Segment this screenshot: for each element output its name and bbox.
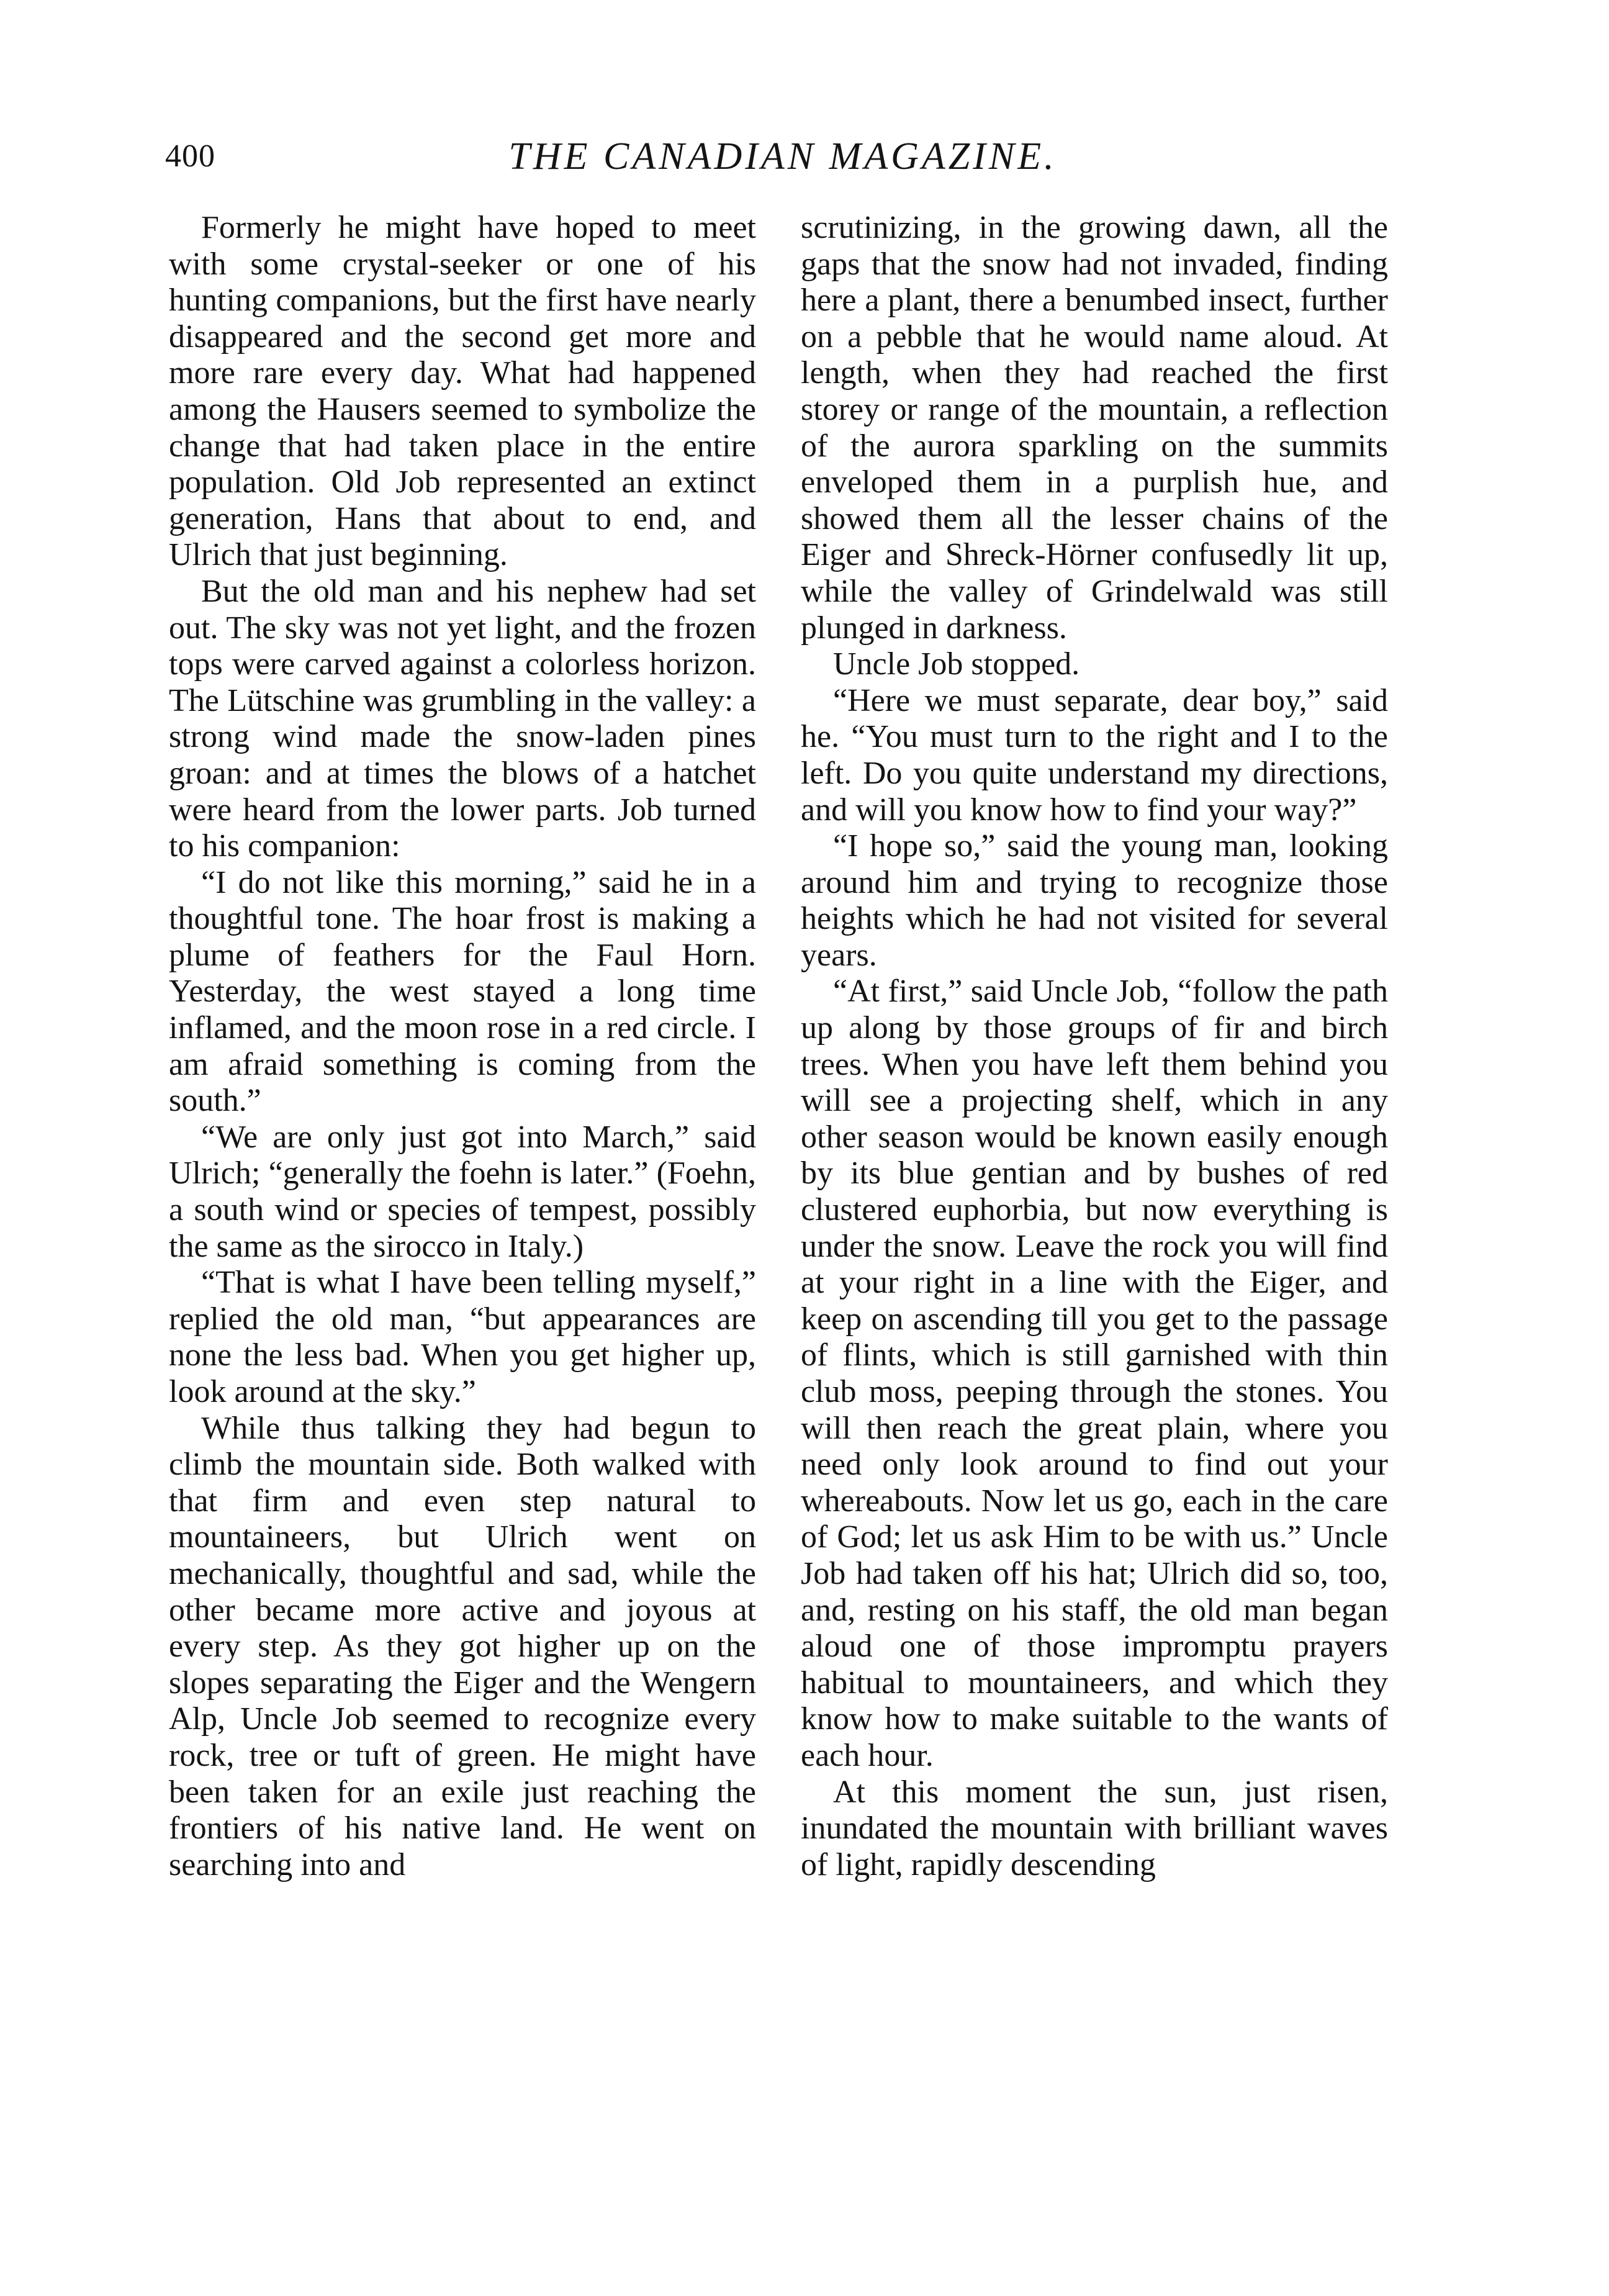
running-head — [165, 132, 1400, 181]
paragraph: “I do not like this morning,” said he in a thoughtful tone. The hoar frost is making a plume of feathers for the Faul Horn. Yesterday, the west stayed a long time inflamed, and the moon rose in a red circle. I am afraid something is coming from the south.” — [169, 864, 756, 1119]
paragraph: “Here we must separate, dear boy,” said he. “You must turn to the right and I to the left. Do you quite understand my directions, and will you know how to find your way?” — [801, 682, 1388, 828]
right-column — [801, 210, 1388, 1883]
paragraph: scrutinizing, in the growing dawn, all the gaps that the snow had not invaded, finding here a plant, there a benumbed insect, further on a pebble that he would name aloud. At length, when they had reached the first storey or range of the mountain, a reflection of the aurora sparkling on the summits enveloped them in a purplish hue, and showed them all the lesser chains of the Eiger and Shreck-Hörner confusedly lit up, while the valley of Grindelwald was still plunged in darkness. — [801, 210, 1388, 646]
paragraph: “That is what I have been telling myself,” replied the old man, “but appearances are none the less bad. When you get higher up, look around at the sky.” — [169, 1265, 756, 1409]
page-number: 400 — [165, 138, 215, 174]
paragraph: At this moment the sun, just risen, inundated the mountain with brilliant waves of light, rapidly descending — [801, 1774, 1388, 1882]
paragraph: Uncle Job stopped. — [833, 646, 1080, 682]
left-column — [169, 210, 756, 1883]
paragraph: Formerly he might have hoped to meet with some crystal-seeker or one of his hunting companions, but the first have nearly disappeared and the second get more and more rare every day. What had happened among the Hausers seemed to symbolize the change that had taken place in the entire population. Old Job represented an extinct generation, Hans that about to end, and Ulrich that just beginning. — [169, 210, 756, 573]
paragraph: “We are only just got into March,” said Ulrich; “generally the foehn is later.” (Foehn, a south wind or species of tempest, possibly the same as the sirocco in Italy.) — [169, 1119, 756, 1264]
magazine-title: THE CANADIAN MAGAZINE. — [508, 135, 1057, 178]
paragraph: But the old man and his nephew had set out. The sky was not yet light, and the frozen tops were carved against a colorless horizon. The Lütschine was grumbling in the valley: a strong wind made the snow-laden pines groan: and at times the blows of a hatchet were heard from the lower parts. Job turned to his companion: — [169, 573, 756, 864]
paragraph: “At first,” said Uncle Job, “follow the path up along by those groups of fir and birch trees. When you have left them behind you will see a projecting shelf, which in any other season would be known easily enough by its blue gentian and by bushes of red clustered euphorbia, but now everything is under the snow. Leave the rock you will find at your right in a line with the Eiger, and keep on ascending till you get to the passage of flints, which is still garnished with thin club moss, peeping through the stones. You will then reach the great plain, where you need only look around to find out your whereabouts. Now let us go, each in the care of God; let us ask Him to be with us.” Uncle Job had taken off his hat; Ulrich did so, too, and, resting on his staff, the old man began aloud one of those impromptu prayers habitual to mountaineers, and which they know how to make suitable to the wants of each hour. — [801, 974, 1388, 1773]
paragraph: While thus talking they had begun to climb the mountain side. Both walked with that firm and even step natural to mountaineers, but Ulrich went on mechanically, thoughtful and sad, while the other became more active and joyous at every step. As they got higher up on the slopes separating the Eiger and the Wengern Alp, Uncle Job seemed to recognize every rock, tree or tuft of green. He might have been taken for an exile just reaching the frontiers of his native land. He went on searching into and — [169, 1410, 756, 1882]
paragraph: “I hope so,” said the young man, looking around him and trying to recognize those heights which he had not visited for several years. — [801, 828, 1388, 973]
